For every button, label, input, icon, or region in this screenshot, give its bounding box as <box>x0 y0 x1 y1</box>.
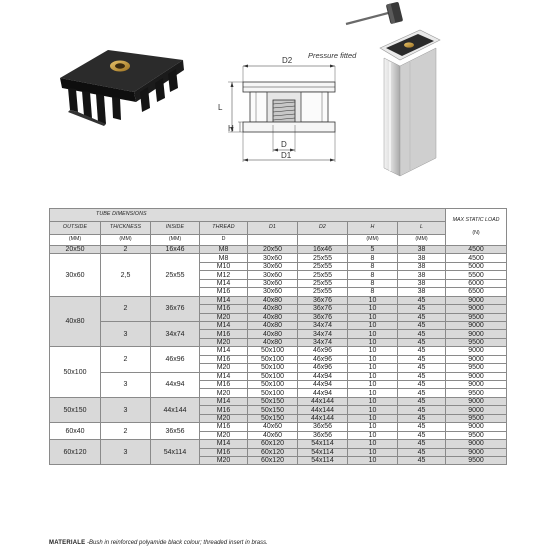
table-row <box>50 254 507 262</box>
table-row <box>50 440 507 448</box>
label-d2: D2 <box>282 56 293 65</box>
l-cell: 45 <box>398 431 446 439</box>
thread-cell: M20 <box>200 313 248 321</box>
thickness-cell: 3 <box>101 440 151 465</box>
l-cell: 38 <box>398 246 446 254</box>
l-cell: 45 <box>398 381 446 389</box>
h-cell: 8 <box>348 288 398 296</box>
l-cell: 45 <box>398 372 446 380</box>
unit-header <box>248 235 298 246</box>
load-cell: 9500 <box>446 414 507 422</box>
thickness-cell: 3 <box>101 372 151 397</box>
l-cell: 45 <box>398 313 446 321</box>
thread-cell: M16 <box>200 355 248 363</box>
l-cell: 45 <box>398 423 446 431</box>
d1-cell: 40x60 <box>248 423 298 431</box>
thread-cell: M16 <box>200 288 248 296</box>
l-cell: 45 <box>398 456 446 464</box>
d1-cell: 50x100 <box>248 347 298 355</box>
column-header: INSIDE <box>151 222 200 235</box>
max-static-load-header: MAX STATIC LOAD (N) <box>446 209 507 246</box>
d2-cell: 44x94 <box>298 389 348 397</box>
load-cell: 9500 <box>446 456 507 464</box>
load-cell: 9500 <box>446 313 507 321</box>
l-cell: 38 <box>398 271 446 279</box>
load-cell: 9000 <box>446 423 507 431</box>
tube-illustration <box>380 30 440 176</box>
unit-header: (MM) <box>50 235 101 246</box>
load-cell: 5500 <box>446 271 507 279</box>
l-cell: 45 <box>398 296 446 304</box>
unit-header: D <box>200 235 248 246</box>
d2-cell: 36x76 <box>298 313 348 321</box>
d1-cell: 50x100 <box>248 355 298 363</box>
d2-cell: 25x55 <box>298 279 348 287</box>
d1-cell: 50x100 <box>248 389 298 397</box>
d2-cell: 54x114 <box>298 448 348 456</box>
l-cell: 45 <box>398 448 446 456</box>
d2-cell: 46x96 <box>298 355 348 363</box>
outside-cell: 30x60 <box>50 254 101 296</box>
h-cell: 8 <box>348 254 398 262</box>
thread-cell: M20 <box>200 389 248 397</box>
thread-cell: M16 <box>200 305 248 313</box>
h-cell: 10 <box>348 406 398 414</box>
d2-cell: 36x56 <box>298 423 348 431</box>
d1-cell: 30x60 <box>248 279 298 287</box>
load-cell: 5000 <box>446 262 507 270</box>
d1-cell: 40x80 <box>248 321 298 329</box>
thread-cell: M8 <box>200 254 248 262</box>
label-h: H <box>228 124 234 133</box>
pressure-fitted-caption: Pressure fitted <box>308 51 357 60</box>
thickness-cell: 3 <box>101 321 151 346</box>
unit-header: (MM) <box>348 235 398 246</box>
thickness-cell: 2 <box>101 347 151 372</box>
l-cell: 45 <box>398 406 446 414</box>
thread-cell: M20 <box>200 338 248 346</box>
load-cell: 9500 <box>446 338 507 346</box>
d2-cell: 44x144 <box>298 406 348 414</box>
hammer-icon <box>346 2 403 25</box>
d1-cell: 30x60 <box>248 254 298 262</box>
load-cell: 4500 <box>446 254 507 262</box>
thread-cell: M14 <box>200 372 248 380</box>
l-cell: 45 <box>398 347 446 355</box>
thread-cell: M14 <box>200 440 248 448</box>
material-note <box>49 540 268 546</box>
table-row <box>50 423 507 431</box>
l-cell: 38 <box>398 279 446 287</box>
load-cell: 6000 <box>446 279 507 287</box>
l-cell: 45 <box>398 330 446 338</box>
outside-cell: 20x50 <box>50 246 101 254</box>
inside-cell: 54x114 <box>151 440 200 465</box>
d1-cell: 60x120 <box>248 456 298 464</box>
thickness-cell: 2 <box>101 423 151 440</box>
table-row <box>50 347 507 355</box>
h-cell: 8 <box>348 271 398 279</box>
d1-cell: 50x150 <box>248 414 298 422</box>
column-header: D1 <box>248 222 298 235</box>
d1-cell: 60x120 <box>248 440 298 448</box>
load-cell: 9000 <box>446 381 507 389</box>
h-cell: 10 <box>348 440 398 448</box>
h-cell: 10 <box>348 296 398 304</box>
load-cell: 9000 <box>446 355 507 363</box>
load-cell: 9000 <box>446 372 507 380</box>
thread-cell: M10 <box>200 262 248 270</box>
d2-cell: 54x114 <box>298 456 348 464</box>
h-cell: 10 <box>348 313 398 321</box>
load-cell: 9000 <box>446 448 507 456</box>
thread-cell: M16 <box>200 406 248 414</box>
material-text: -Bush in reinforced polyamide black colour; threaded insert in brass. <box>85 540 268 546</box>
label-d: D <box>281 140 287 149</box>
inside-cell: 36x76 <box>151 296 200 321</box>
l-cell: 45 <box>398 389 446 397</box>
h-cell: 10 <box>348 456 398 464</box>
h-cell: 10 <box>348 364 398 372</box>
load-cell: 9000 <box>446 330 507 338</box>
h-cell: 10 <box>348 389 398 397</box>
d2-cell: 25x55 <box>298 254 348 262</box>
outside-cell: 60x40 <box>50 423 101 440</box>
label-d1: D1 <box>281 151 292 160</box>
thread-cell: M20 <box>200 414 248 422</box>
material-label: MATERIALE <box>49 540 86 546</box>
d2-cell: 44x144 <box>298 397 348 405</box>
d2-cell: 36x76 <box>298 305 348 313</box>
l-cell: 45 <box>398 338 446 346</box>
column-header: THREAD <box>200 222 248 235</box>
d2-cell: 44x94 <box>298 372 348 380</box>
d1-cell: 50x150 <box>248 397 298 405</box>
unit-header: (MM) <box>151 235 200 246</box>
d2-cell: 16x46 <box>298 246 348 254</box>
thread-cell: M16 <box>200 448 248 456</box>
h-cell: 10 <box>348 338 398 346</box>
d1-cell: 20x50 <box>248 246 298 254</box>
thread-cell: M14 <box>200 279 248 287</box>
column-header: H <box>348 222 398 235</box>
dimensions-table <box>49 208 507 465</box>
inside-cell: 34x74 <box>151 321 200 346</box>
column-header: L <box>398 222 446 235</box>
inside-cell: 46x96 <box>151 347 200 372</box>
h-cell: 10 <box>348 305 398 313</box>
column-header: D2 <box>298 222 348 235</box>
outside-cell: 50x100 <box>50 347 101 398</box>
d2-cell: 25x55 <box>298 271 348 279</box>
thickness-cell: 2 <box>101 246 151 254</box>
load-cell: 9000 <box>446 321 507 329</box>
d2-cell: 36x76 <box>298 296 348 304</box>
thickness-cell: 3 <box>101 397 151 422</box>
l-cell: 45 <box>398 440 446 448</box>
load-cell: 9000 <box>446 305 507 313</box>
load-cell: 9000 <box>446 440 507 448</box>
d2-cell: 46x96 <box>298 364 348 372</box>
load-cell: 9500 <box>446 364 507 372</box>
table-row <box>50 321 507 329</box>
d1-cell: 50x100 <box>248 381 298 389</box>
table-row <box>50 296 507 304</box>
h-cell: 10 <box>348 330 398 338</box>
unit-header: (MM) <box>398 235 446 246</box>
h-cell: 10 <box>348 355 398 363</box>
l-cell: 45 <box>398 321 446 329</box>
d2-cell: 54x114 <box>298 440 348 448</box>
h-cell: 10 <box>348 397 398 405</box>
thread-cell: M20 <box>200 364 248 372</box>
d1-cell: 50x100 <box>248 372 298 380</box>
load-cell: 9000 <box>446 397 507 405</box>
product-drawings <box>0 0 550 200</box>
d1-cell: 60x120 <box>248 448 298 456</box>
d2-cell: 46x96 <box>298 347 348 355</box>
d2-cell: 44x94 <box>298 381 348 389</box>
thread-cell: M16 <box>200 381 248 389</box>
tube-dimensions-header: TUBE DIMENSIONS <box>50 209 446 222</box>
l-cell: 45 <box>398 364 446 372</box>
h-cell: 10 <box>348 423 398 431</box>
inside-cell: 44x144 <box>151 397 200 422</box>
inside-cell: 16x46 <box>151 246 200 254</box>
thread-cell: M14 <box>200 321 248 329</box>
load-cell: 9500 <box>446 389 507 397</box>
l-cell: 45 <box>398 305 446 313</box>
h-cell: 8 <box>348 262 398 270</box>
thread-cell: M8 <box>200 246 248 254</box>
label-l: L <box>218 103 223 112</box>
inside-cell: 44x94 <box>151 372 200 397</box>
h-cell: 10 <box>348 347 398 355</box>
d1-cell: 30x60 <box>248 288 298 296</box>
l-cell: 45 <box>398 397 446 405</box>
outside-cell: 40x80 <box>50 296 101 347</box>
outside-cell: 50x150 <box>50 397 101 422</box>
load-cell: 9000 <box>446 406 507 414</box>
thread-cell: M14 <box>200 296 248 304</box>
d2-cell: 34x74 <box>298 338 348 346</box>
d2-cell: 25x55 <box>298 288 348 296</box>
d2-cell: 34x74 <box>298 321 348 329</box>
table-row <box>50 397 507 405</box>
d1-cell: 40x80 <box>248 305 298 313</box>
table-row <box>50 372 507 380</box>
d1-cell: 30x60 <box>248 262 298 270</box>
d2-cell: 25x55 <box>298 262 348 270</box>
d2-cell: 44x144 <box>298 414 348 422</box>
h-cell: 10 <box>348 381 398 389</box>
thread-cell: M16 <box>200 330 248 338</box>
d1-cell: 30x60 <box>248 271 298 279</box>
h-cell: 10 <box>348 448 398 456</box>
unit-header: (MM) <box>101 235 151 246</box>
load-cell: 6500 <box>446 288 507 296</box>
l-cell: 38 <box>398 254 446 262</box>
d1-cell: 40x80 <box>248 313 298 321</box>
thickness-cell: 2 <box>101 296 151 321</box>
thread-cell: M14 <box>200 397 248 405</box>
d1-cell: 40x80 <box>248 338 298 346</box>
load-cell: 9000 <box>446 296 507 304</box>
table-row <box>50 246 507 254</box>
h-cell: 5 <box>348 246 398 254</box>
load-cell: 9500 <box>446 431 507 439</box>
d1-cell: 40x60 <box>248 431 298 439</box>
outside-cell: 60x120 <box>50 440 101 465</box>
d2-cell: 34x74 <box>298 330 348 338</box>
h-cell: 10 <box>348 414 398 422</box>
d1-cell: 50x100 <box>248 364 298 372</box>
thread-cell: M20 <box>200 431 248 439</box>
h-cell: 10 <box>348 321 398 329</box>
h-cell: 10 <box>348 372 398 380</box>
thread-cell: M20 <box>200 456 248 464</box>
load-cell: 9000 <box>446 347 507 355</box>
l-cell: 38 <box>398 262 446 270</box>
column-header: THICKNESS <box>101 222 151 235</box>
thread-cell: M12 <box>200 271 248 279</box>
d1-cell: 50x150 <box>248 406 298 414</box>
h-cell: 10 <box>348 431 398 439</box>
load-cell: 4500 <box>446 246 507 254</box>
thickness-cell: 2,5 <box>101 254 151 296</box>
inside-cell: 36x56 <box>151 423 200 440</box>
unit-header <box>298 235 348 246</box>
d1-cell: 40x80 <box>248 330 298 338</box>
d1-cell: 40x80 <box>248 296 298 304</box>
h-cell: 8 <box>348 279 398 287</box>
thread-cell: M16 <box>200 423 248 431</box>
thread-cell: M14 <box>200 347 248 355</box>
inside-cell: 25x55 <box>151 254 200 296</box>
d2-cell: 36x56 <box>298 431 348 439</box>
column-header: OUTSIDE <box>50 222 101 235</box>
product-photo <box>60 50 184 126</box>
l-cell: 45 <box>398 355 446 363</box>
l-cell: 38 <box>398 288 446 296</box>
l-cell: 45 <box>398 414 446 422</box>
